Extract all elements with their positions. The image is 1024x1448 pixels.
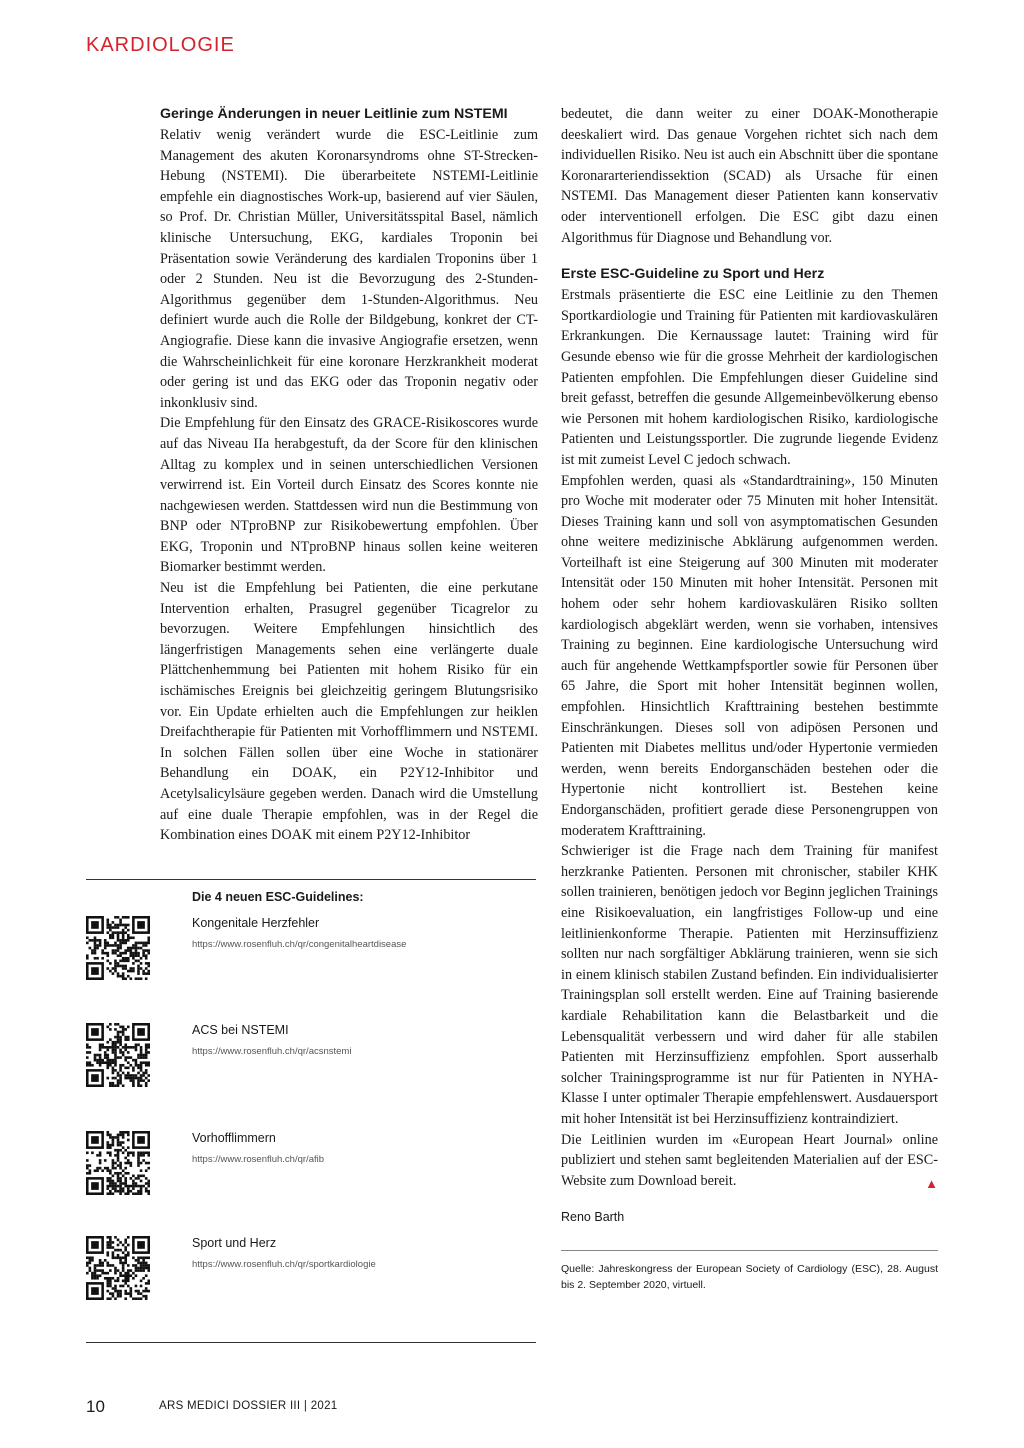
- page-number: 10: [86, 1397, 105, 1416]
- left-column: [160, 104, 538, 846]
- body-paragraph: Die Empfehlung für den Einsatz des GRACE-Risikoscores wurde auf das Niveau IIa herabgestuft, da der Score für den klinischen Alltag zu komplex und in seinen unterschiedlichen Versionen verwirrend ist. Ein Vorteil durch Einsatz des Scores konnte nie nachgewiesen werden. Stattdessen wird nun die Bestimmung von BNP oder NTproBNP zur Risikobewertung empfohlen. Über EKG, Troponin und NTproBNP hinaus sollen keine weiteren Biomarker bestimmt werden.: [160, 415, 538, 576]
- body-paragraph: Relativ wenig verändert wurde die ESC-Leitlinie zum Management des akuten Koronarsyndroms ohne ST-Strecken-Hebung (NSTEMI). Die überarbeitete NSTEMI-Leitlinie empfehle ein diagnostisches Work-up, basierend auf vier Säulen, so Prof. Dr. Christian Müller, Universitätsspital Basel, nämlich klinische Untersuchung, EKG, kardiales Troponin bei Präsentation sowie Veränderung des kardialen Troponins über 1 oder 2 Stunden. Neu ist die Bevorzugung des 2-Stunden-Algorithmus gegenüber dem 1-Stunden-Algorithmus. Neu definiert wurde auch die Rolle der Bildgebung, konkret der CT-Angiografie. Diese kann die invasive Angiografie ersetzen, wenn die Wahrscheinlichkeit für eine koronare Herzkrankheit moderat oder gering ist und das EKG oder das Troponin negativ oder inkonklusiv sind.: [160, 127, 538, 411]
- body-paragraph: Erstmals präsentierte die ESC eine Leitlinie zu den Themen Sportkardiologie und Training für Patienten mit kardiovaskulären Erkrankungen. Die Kernaussage lautet: Training wird für Gesunde ebenso wie für die grosse Mehrheit der kardiologischen Patienten empfohlen. Die Empfehlungen dieser Guideline sind breit gefasst, betreffen die gesunde Allgemeinbevölkerung ebenso wie Personen mit hohem kardiologischen Risiko, kardiologische Patienten und Leistungssportler. Die zugrunde liegende Evidenz ist mit zumeist Level C jedoch schwach.: [561, 287, 938, 468]
- guideline-name: ACS bei NSTEMI: [192, 1023, 289, 1037]
- guideline-url[interactable]: https://www.rosenfluh.ch/qr/sportkardiologie: [192, 1259, 376, 1270]
- guideline-item: [86, 1131, 536, 1227]
- guideline-item: [86, 916, 536, 1012]
- guideline-item: [86, 1236, 536, 1332]
- guidelines-box-title: Die 4 neuen ESC-Guidelines:: [192, 890, 364, 904]
- author: Reno Barth: [561, 1210, 625, 1225]
- guideline-item: [86, 1023, 536, 1119]
- guidelines-box: [86, 879, 536, 1343]
- end-triangle-icon: ▲: [925, 1175, 938, 1191]
- source-note: Quelle: Jahreskongress der European Society of Cardiology (ESC), 28. August bis 2. September 2020, virtuell.: [561, 1250, 938, 1293]
- guideline-name: Vorhofflimmern: [192, 1131, 276, 1145]
- footer: [86, 1397, 338, 1417]
- qr-code-icon[interactable]: [86, 916, 150, 980]
- guideline-url[interactable]: https://www.rosenfluh.ch/qr/acsnstemi: [192, 1046, 352, 1057]
- body-paragraph: bedeutet, die dann weiter zu einer DOAK-Monotherapie deeskaliert wird. Das genaue Vorgehen richtet sich nach dem individuellen Risiko. Neu ist auch ein Abschnitt über die spontane Koronararteriendissektion (SCAD) als Ursache für einen NSTEMI. Das Management dieser Patienten kann konservativ oder interventionell erfolgen. Die ESC gibt dazu einen Algorithmus für Diagnose und Behandlung vor.: [561, 106, 938, 246]
- section-label: KARDIOLOGIE: [86, 34, 235, 56]
- qr-code-icon[interactable]: [86, 1236, 150, 1300]
- guideline-url[interactable]: https://www.rosenfluh.ch/qr/congenitalheartdisease: [192, 939, 407, 950]
- nstemi-heading: Geringe Änderungen in neuer Leitlinie zum NSTEMI: [160, 106, 508, 122]
- guideline-name: Kongenitale Herzfehler: [192, 916, 320, 930]
- qr-code-icon[interactable]: [86, 1131, 150, 1195]
- guideline-url[interactable]: https://www.rosenfluh.ch/qr/afib: [192, 1154, 325, 1165]
- guideline-name: Sport und Herz: [192, 1236, 277, 1250]
- closing-paragraph: [561, 1130, 938, 1192]
- closing-text: Die Leitlinien wurden im «European Heart Journal» online publiziert und stehen samt begleitenden Materialien auf der ESC-Website zum Download bereit.: [561, 1131, 938, 1189]
- qr-code-icon[interactable]: [86, 1023, 150, 1087]
- body-paragraph: Neu ist die Empfehlung bei Patienten, die eine perkutane Intervention erhalten, Prasugrel gegenüber Ticagrelor zu bevorzugen. Weitere Empfehlungen hinsichtlich des längerfristigen Managements sehen eine verlängerte duale Plättchenhemmung bei Patienten mit hohem Risiko für ein ischämisches Ereignis bei gleichzeitig geringem Blutungsrisiko vor. Ein Update erhielten auch die Empfehlungen zur heiklen Dreifachtherapie für Patienten mit Vorhofflimmern und NSTEMI. In solchen Fällen sollen über eine Woche in stationärer Behandlung ein DOAK, ein P2Y12-Inhibitor und Acetylsalicylsäure gegeben werden. Danach wird die Umstellung auf eine duale Therapie empfohlen, was in der Regel die Kombination eines DOAK mit einem P2Y12-Inhibitor: [160, 580, 538, 844]
- body-paragraph: Schwieriger ist die Frage nach dem Training für manifest herzkranke Patienten. Personen mit chronischer, stabiler KHK sollen trainieren, benötigen jedoch vor Beginn jeglichen Trainings eine Risikoevaluation, ein langfristiges Follow-up und eine leitlinienkonforme Therapie. Patienten mit Herzinsuffizienz sollten nur nach sorgfältiger Abklärung trainieren, wenn sie sich in einem klinisch stabilen Zustand befinden. Ein individualisierter Trainingsplan soll erstellt werden. Eine auf Training basierende kardiale Rehabilitation kann die Belastbarkeit und die Lebensqualität verbessern und wird daher für alle stabilen Patienten mit Herzinsuffizienz empfohlen. Sport ausserhalb solcher Trainingsprogramme ist nur für Patienten in NYHA-Klasse I unter optimaler Therapie empfehlenswert. Ausdauersport mit hoher Intensität ist bei Herzinsuffizienz kontraindiziert.: [561, 843, 938, 1127]
- body-paragraph: Empfohlen werden, quasi als «Standardtraining», 150 Minuten pro Woche mit moderater oder 75 Minuten mit hoher Intensität. Dieses Training kann und soll von asymptomatischen Gesunden ohne weitere medizinische Abklärung aufgenommen werden. Vorteilhaft ist eine Steigerung auf 300 Minuten mit moderater Intensität oder 150 Minuten mit hoher Intensität. Personen mit hohem oder sehr hohem kardiovaskulären Risiko sollten kardiologisch abgeklärt werden, wenn sie vorhaben, intensives Training zu beginnen. Eine kardiologische Untersuchung wird auch für angehende Wettkampfsportler sowie für Personen über 65 Jahre, die Sport mit hoher Intensität beginnen wollen, empfohlen. Hinsichtlich Krafttraining bestehen bestimmte Einschränkungen. Dieses soll von adipösen Personen und Patienten mit Diabetes mellitus und/oder Hypertonie vermieden werden, wenn bereits Endorganschäden bestehen oder die Hypertonie nicht kontrolliert ist. Bestehen keine Endorganschäden, profitiert gerade diese Personengruppen von moderatem Krafttraining.: [561, 472, 938, 839]
- journal-name: ARS MEDICI DOSSIER III | 2021: [159, 1400, 338, 1412]
- right-column: [561, 104, 938, 1293]
- sport-heading: Erste ESC-Guideline zu Sport und Herz: [561, 266, 825, 283]
